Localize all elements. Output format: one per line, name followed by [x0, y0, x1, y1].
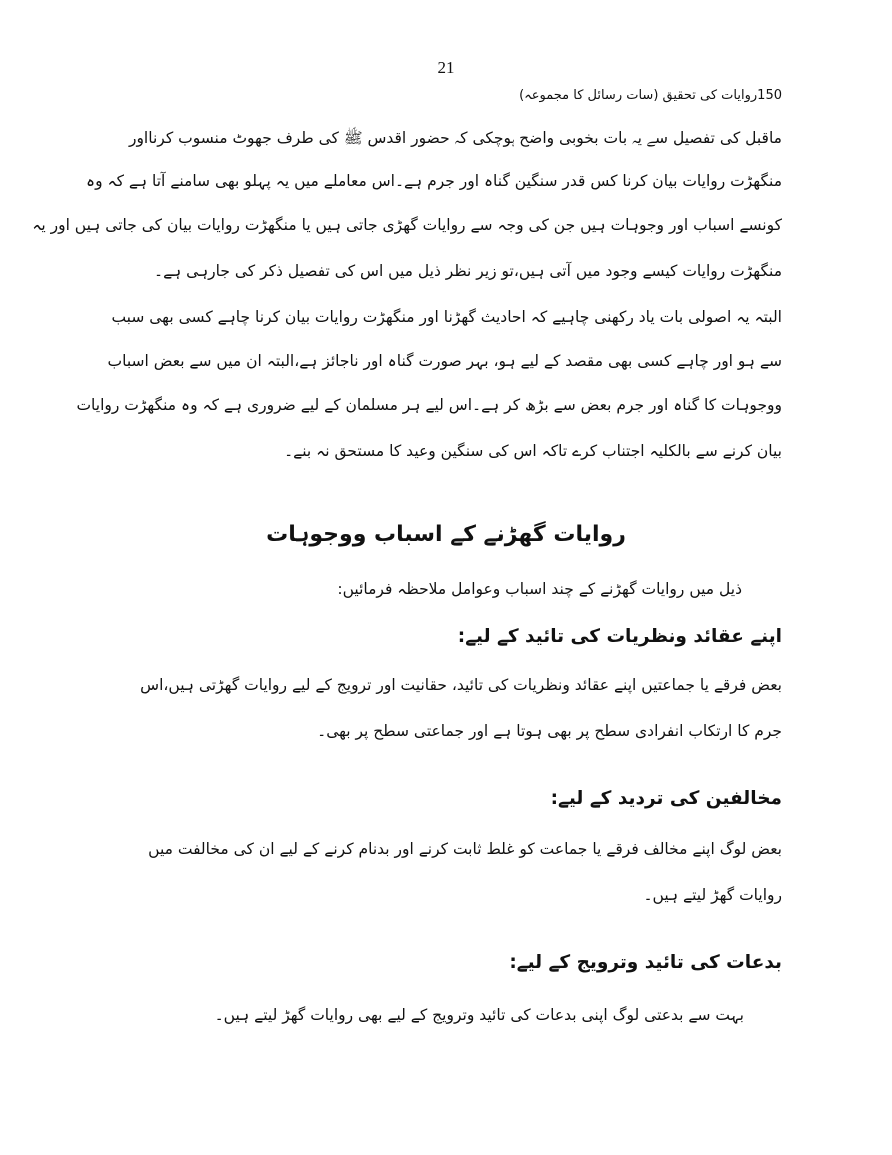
intro-para1-line3: کونسے اسباب اور وجوہات ہیں جن کی وجہ سے روایات گھڑی جاتی ہیں یا منگھڑت روایات بیان کی جاتی ہیں اور یہ [32, 216, 782, 234]
section-lead: ذیل میں روایات گھڑنے کے چند اسباب وعوامل ملاحظہ فرمائیں: [337, 580, 742, 598]
intro-para2-line2: سے ہو اور چاہے کسی بھی مقصد کے لیے ہو، بہر صورت گناہ اور ناجائز ہے،البتہ ان میں سے بعض اسباب [107, 352, 782, 370]
running-header: 150روایات کی تحقیق (سات رسائل کا مجموعہ) [519, 88, 782, 103]
item1-line2: جرم کا ارتکاب انفرادی سطح پر بھی ہوتا ہے اور جماعتی سطح پر بھی۔ [317, 722, 782, 740]
subheading-opponents: مخالفین کی تردید کے لیے: [550, 788, 782, 809]
section-heading: روایات گھڑنے کے اسباب ووجوہات [266, 522, 626, 547]
subheading-beliefs: اپنے عقائد ونظریات کی تائید کے لیے: [457, 626, 782, 647]
page-number: 21 [437, 58, 455, 77]
intro-para2-line1: البتہ یہ اصولی بات یاد رکھنی چاہیے کہ احادیث گھڑنا اور منگھڑت روایات بیان کرنا چاہے کسی بھی سبب [111, 308, 782, 326]
subheading-innovations: بدعات کی تائید وترویج کے لیے: [509, 952, 782, 973]
intro-para2-line4: بیان کرنے سے بالکلیہ اجتناب کرے تاکہ اس کی سنگین وعید کا مستحق نہ بنے۔ [284, 442, 782, 460]
item2-line1: بعض لوگ اپنے مخالف فرقے یا جماعت کو غلط ثابت کرنے اور بدنام کرنے کے لیے ان کی مخالفت میں [148, 840, 782, 858]
intro-para1-line4: منگھڑت روایات کیسے وجود میں آتی ہیں،تو زیر نظر ذیل میں اس کی تفصیل ذکر کی جارہی ہے۔ [153, 262, 782, 280]
intro-para2-line3: ووجوہات کا گناہ اور جرم بعض سے بڑھ کر ہے۔اس لیے ہر مسلمان کے لیے ضروری ہے کہ وہ منگھڑت روایات [76, 396, 782, 414]
item3-line1: بہت سے بدعتی لوگ اپنی بدعات کی تائید وترویج کے لیے بھی روایات گھڑ لیتے ہیں۔ [214, 1006, 744, 1024]
intro-para1-line2: منگھڑت روایات بیان کرنا کس قدر سنگین گناہ اور جرم ہے۔اس معاملے میں یہ پہلو بھی سامنے آتا ہے کہ وہ [86, 172, 782, 190]
item2-line2: روایات گھڑ لیتے ہیں۔ [643, 886, 782, 904]
item1-line1: بعض فرقے یا جماعتیں اپنے عقائد ونظریات کی تائید، حقانیت اور ترویج کے لیے روایات گھڑتی ہیں،اس [140, 676, 782, 694]
intro-para1-line1: ماقبل کی تفصیل سے یہ بات بخوبی واضح ہوچکی کہ حضور اقدس ﷺ کی طرف جھوٹ منسوب کرنااور [128, 129, 782, 147]
